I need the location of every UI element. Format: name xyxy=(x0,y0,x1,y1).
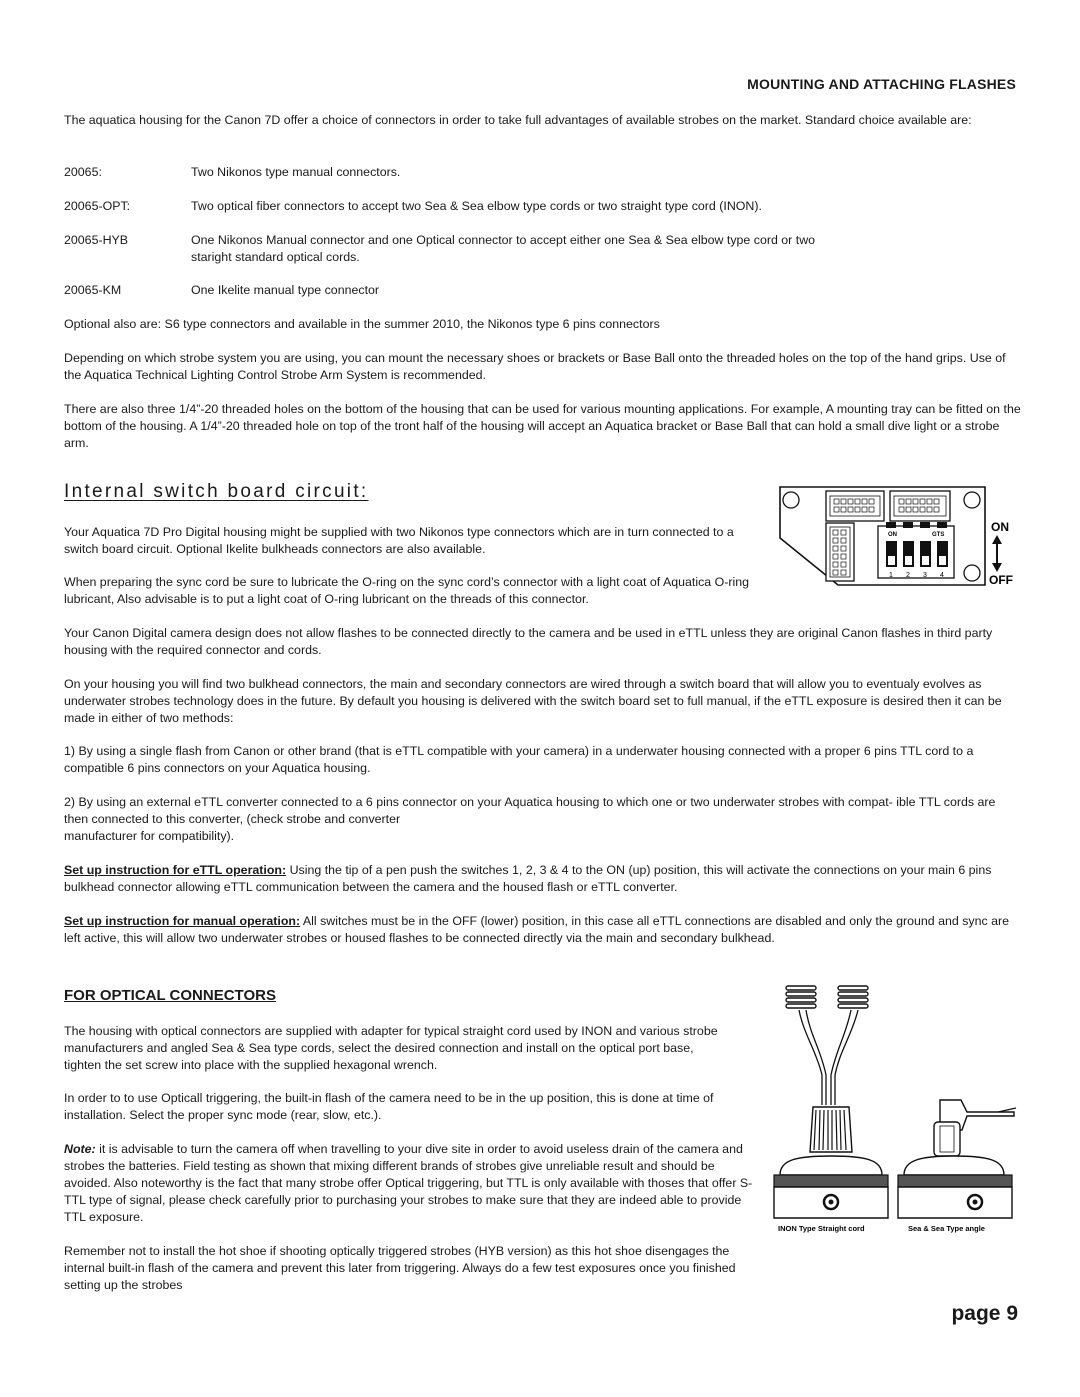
page-number: page 9 xyxy=(951,1302,1018,1325)
connector-row xyxy=(64,232,964,266)
switch-section-title: Internal switch board circuit: xyxy=(64,481,369,502)
double-arrow-icon xyxy=(992,535,1002,572)
optional-paragraph: Optional also are: S6 type connectors and available in the summer 2010, the Nikonos type 6 pins connectors xyxy=(64,317,660,331)
optical-paragraph-1: The housing with optical connectors are supplied with adapter for typical straight cord used by INON and various strobe manufacturers and angled Sea & Sea type cords, select the desired connection and install on the optical port base, tighten the set screw into place with the supplied hexagonal wrench. xyxy=(64,1024,718,1072)
switch-on-label: ON xyxy=(888,532,897,538)
switch-number-1: 1 xyxy=(889,572,893,579)
mounting-hole-icon xyxy=(964,492,980,508)
intro-paragraph: The aquatica housing for the Canon 7D offer a choice of connectors in order to take full advantages of available strobes on the market. Standard choice available are: xyxy=(64,113,972,127)
connector-row xyxy=(64,198,964,215)
note-text: it is advisable to turn the camera off when travelling to your dive site in order to avoid useless drain of the camera and strobes the batteries. Field testing as shown that mixing different brands of strobes give unreliable result and should be avoided. Also noteworthy is the fact that many strobe offer Optical triggering, but TTL is only available with thoses that offer S-TTL type of signal, please check carefully prior to purchasing your strobes to make sure that they are indeed able to provide TTL exposure. xyxy=(64,1142,753,1224)
section-heading-mounting: MOUNTING AND ATTACHING FLASHES xyxy=(747,76,1016,92)
ettl-setup-label: Set up instruction for eTTL operation: xyxy=(64,863,287,877)
optical-connectors-figure xyxy=(766,980,1026,1238)
ettl-method-1: 1) By using a single flash from Canon or other brand (that is eTTL compatible with your camera) in a underwater housing connected with a proper 6 pins TTL cord to a compatible 6 pins connectors on your Aquatica housing. xyxy=(64,744,974,775)
connector-code: 20065-HYB xyxy=(64,233,129,247)
optical-paragraph-2: In order to to use Opticall triggering, the built-in flash of the camera need to be in the up position, this is done at time of installation. Select the proper sync mode (rear, slow, etc.). xyxy=(64,1091,714,1122)
connector-row xyxy=(64,282,964,299)
connector-desc: One Nikonos Manual connector and one Optical connector to accept either one Sea & Sea elbow type cord or two staright standard optical cords. xyxy=(191,233,816,264)
mounting-hole-icon xyxy=(964,565,980,581)
mounting-paragraph-1: Depending on which strobe system you are using, you can mount the necessary shoes or brackets or Base Ball onto the threaded holes on the top of the hand grips. Use of the Aquatica Technical Lighting Control Strobe Arm System is recommended. xyxy=(64,351,1006,382)
fiber-cord-icon xyxy=(786,986,868,1008)
caption-sea-sea: Sea & Sea Type angle xyxy=(908,1224,985,1233)
on-label: ON xyxy=(991,520,1009,534)
connector-row xyxy=(64,164,964,181)
angled-connector-icon xyxy=(898,1100,1016,1218)
mounting-paragraph-2: There are also three 1/4”-20 threaded holes on the bottom of the housing that can be used for various mounting applications. For example, A mounting tray can be fitted on the bottom of the housing. A 1/4”-20 threaded hole on top of the tront half of the housing will accept an Aquatica bracket or Base Ball that can hold a small dive light or a strobe arm. xyxy=(64,402,1021,450)
ettl-method-2-cont: manufacturer for compatibility). xyxy=(64,829,235,843)
ettl-setup-paragraph xyxy=(64,862,1024,896)
optical-section-heading: FOR OPTICAL CONNECTORS xyxy=(64,987,276,1004)
manual-setup-paragraph xyxy=(64,913,1024,947)
straight-connector-icon xyxy=(774,1107,888,1218)
connector-code: 20065-KM xyxy=(64,283,122,297)
off-label: OFF xyxy=(989,573,1013,587)
optical-note-paragraph xyxy=(64,1141,754,1226)
switch-board-diagram xyxy=(778,486,1018,590)
caption-inon: INON Type Straight cord xyxy=(778,1224,865,1233)
switch-paragraph-3: Your Canon Digital camera design does not allow flashes to be connected directly to the camera and be used in eTTL unless they are original Canon flashes in third party housing with the required connector and cords. xyxy=(64,626,993,657)
connector-code: 20065-OPT: xyxy=(64,199,131,213)
switch-number-2: 2 xyxy=(906,572,910,579)
connector-desc: One Ikelite manual type connector xyxy=(191,283,380,297)
connector-desc: Two Nikonos type manual connectors. xyxy=(191,165,401,179)
switch-paragraph-2: When preparing the sync cord be sure to lubricate the O-ring on the sync cord’s connector with a light coat of Aquatica O-ring lubricant, Also advisable is to put a light coat of O-ring lubricant on the threads of this connector. xyxy=(64,575,750,606)
manual-setup-text: All switches must be in the OFF (lower) position, in this case all eTTL connections are disabled and only the ground and sync are left active, this will allow two underwater strobes or housed flashes to be connected directly via the main and secondary bulkhead. xyxy=(64,914,1010,945)
mounting-hole-icon xyxy=(783,492,799,508)
switch-paragraph-1: Your Aquatica 7D Pro Digital housing might be supplied with two Nikonos type connectors which are in turn connected to a switch board circuit. Optional Ikelite bulkheads connectors are also available. xyxy=(64,525,734,556)
optical-paragraph-3: Remember not to install the hot shoe if shooting optically triggered strobes (HYB version) as this hot shoe disengages the internal built-in flash of the camera and prevent this later from triggering. Always do a few test exposures once you finished setting up the strobes xyxy=(64,1244,736,1292)
ettl-setup-text: Using the tip of a pen push the switches 1, 2, 3 & 4 to the ON (up) position, this will activate the connections on your main 6 pins bulkhead connector allowing eTTL communication between the camera and the housed flash or eTTL converter. xyxy=(64,863,992,894)
note-label: Note: xyxy=(64,1142,96,1156)
switch-gts-label: GTS xyxy=(932,532,945,538)
manual-setup-label: Set up instruction for manual operation: xyxy=(64,914,301,928)
connector-desc: Two optical fiber connectors to accept two Sea & Sea elbow type cords or two straight type cord (INON). xyxy=(191,199,762,213)
switch-number-4: 4 xyxy=(940,572,944,579)
switch-paragraph-4: On your housing you will find two bulkhead connectors, the main and secondary connectors are wired through a switch board that will allow you to eventualy evolves as underwater strobes technology does in the future. By default you housing is delivered with the switch board set to full manual, if the eTTL exposure is desired then it can be made in either of two methods: xyxy=(64,677,1002,725)
ettl-method-2: 2) By using an external eTTL converter connected to a 6 pins connector on your Aquatica housing to which one or two underwater strobes with compat- ible TTL cords are then connected to this converter, (check strobe and converter xyxy=(64,795,996,826)
switch-number-3: 3 xyxy=(923,572,927,579)
connector-code: 20065: xyxy=(64,165,102,179)
